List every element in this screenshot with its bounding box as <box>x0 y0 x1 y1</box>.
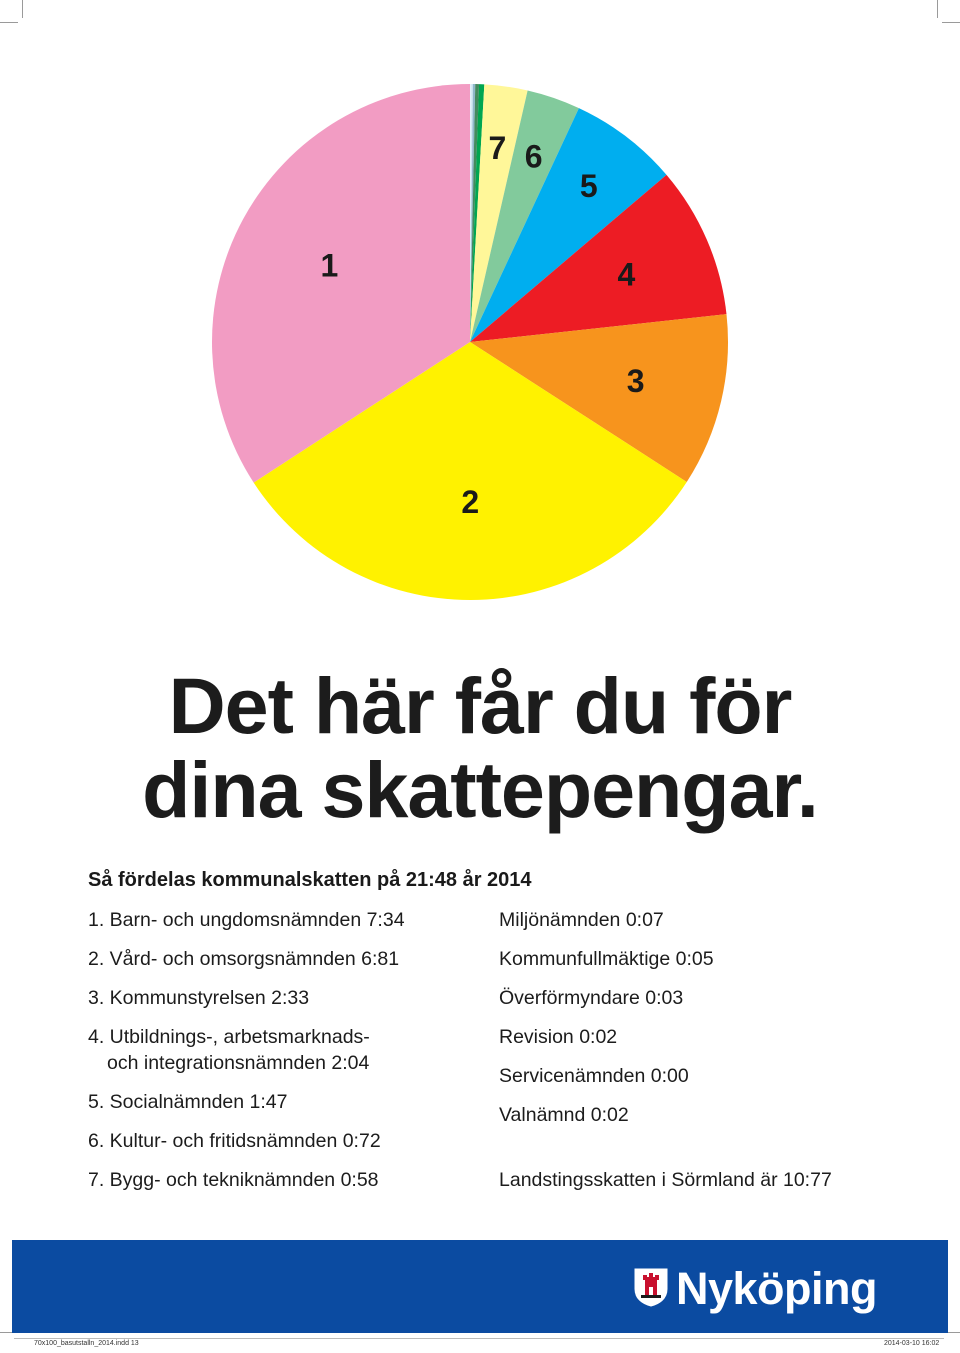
list-item: 2. Vård- och omsorgsnämnden 6:81 <box>88 948 400 970</box>
list-item: Revision 0:02 <box>499 1026 618 1048</box>
pie-slice-label: 6 <box>524 138 543 175</box>
subtitle: Så fördelas kommunalskatten på 21:48 år 2014 <box>88 869 532 891</box>
pie-slices <box>212 84 728 600</box>
headline <box>0 661 960 834</box>
pie-slice-label: 7 <box>488 129 507 166</box>
pie-slice-label: 4 <box>617 256 636 293</box>
list-item: Kommunfullmäktige 0:05 <box>499 948 714 970</box>
list-item: Miljönämnden 0:07 <box>499 909 664 931</box>
list-item: Överförmyndare 0:03 <box>499 987 684 1009</box>
pie-slice-label: 3 <box>626 363 645 400</box>
pie-chart <box>0 0 960 620</box>
list-item: 1. Barn- och ungdomsnämnden 7:34 <box>88 909 405 931</box>
list-item: Valnämnd 0:02 <box>499 1104 629 1126</box>
headline-line-1: Det här får du för <box>168 661 792 750</box>
pie-slice-label: 2 <box>461 483 480 520</box>
list-item: 3. Kommunstyrelsen 2:33 <box>88 987 310 1009</box>
brand-name: Nyköping <box>676 1263 878 1314</box>
coat-of-arms-icon <box>633 1267 669 1307</box>
footer-date: 2014-03-10 16:02 <box>884 1340 940 1347</box>
landsting-note: Landstingsskatten i Sörmland är 10:77 <box>499 1169 832 1191</box>
headline-line-2: dina skattepengar. <box>142 745 818 834</box>
list-item: 4. Utbildnings-, arbetsmarknads- <box>88 1026 370 1048</box>
list-item: Servicenämnden 0:00 <box>499 1065 689 1087</box>
list-item: 5. Socialnämnden 1:47 <box>88 1091 288 1113</box>
footer-file: 70x100_basutstalln_2014.indd 13 <box>34 1340 139 1347</box>
pie-slice-label: 1 <box>320 247 339 284</box>
print-slug <box>14 1338 944 1350</box>
list-item: 7. Bygg- och tekniknämnden 0:58 <box>88 1169 379 1191</box>
pie-slice-label: 5 <box>579 168 598 205</box>
list-item: och integrationsnämnden 2:04 <box>107 1052 370 1074</box>
list-item: 6. Kultur- och fritidsnämnden 0:72 <box>88 1130 381 1152</box>
